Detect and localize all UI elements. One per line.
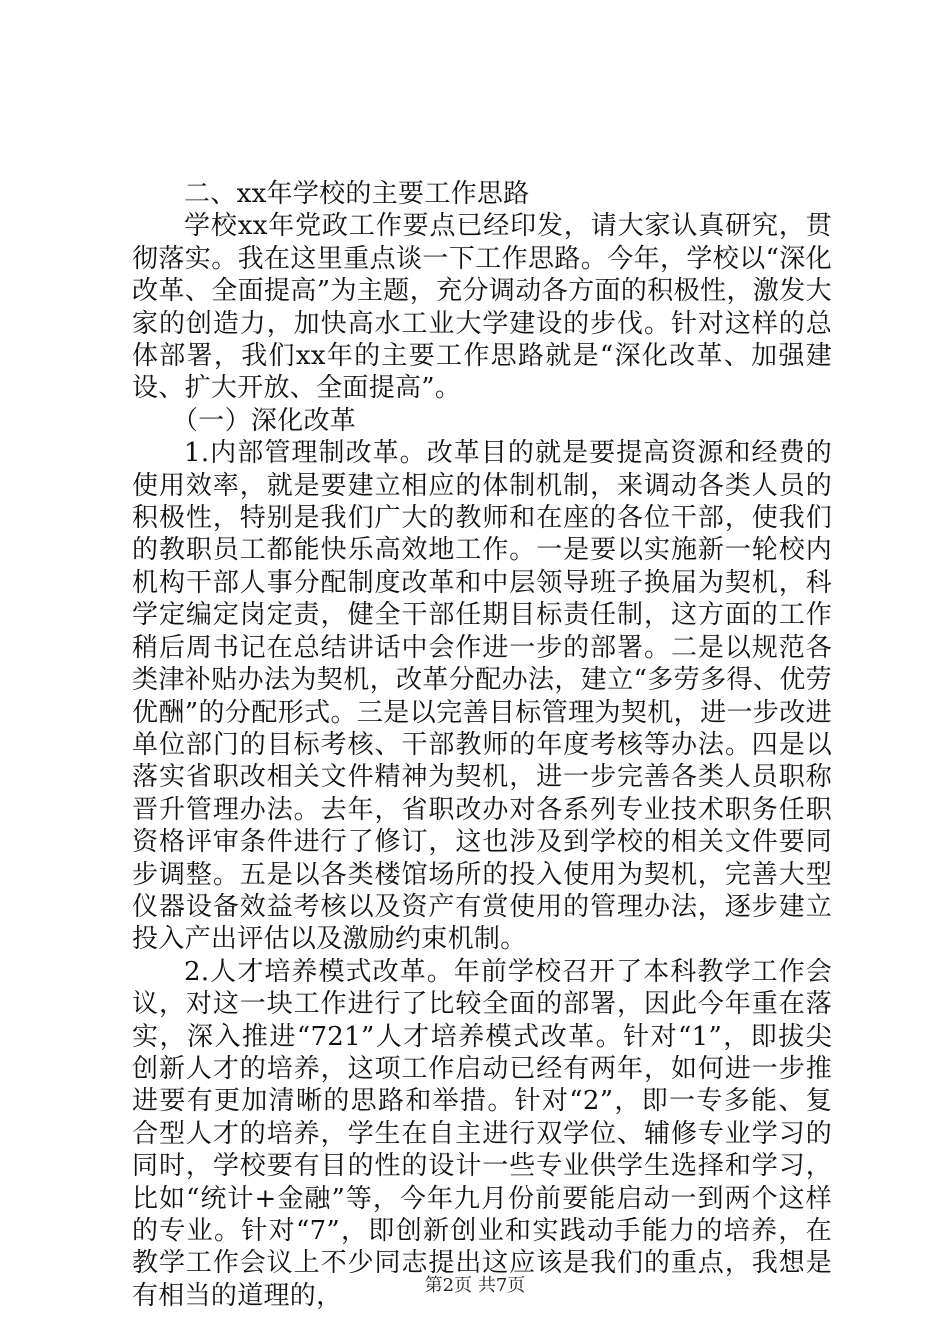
subsection-heading: （一）深化改革 <box>172 405 357 436</box>
paragraph-internal-management-reform: 1.内部管理制改革。改革目的就是要提高资源和经费的使用效率，就是要建立相应的体制机制，来调动各类人员的积极性，特别是我们广大的教师和在座的各位干部，使我们的教职员工都能快乐高效地工作。一是要以实施新一轮校内机构干部人事分配制度改革和中层领导班子换届为契机，科学定编定岗定责，健全干部任期目标责任制，这方面的工作稍后周书记在总结讲话中会作进一步的部署。二是以规范各类津补贴办法为契机，改革分配办法，建立“多劳多得、优劳优酬”的分配形式。三是以完善目标管理为契机，进一步改进单位部门的目标考核、干部教师的年度考核等办法。四是以落实省职改相关文件精神为契机，进一步完善各类人员职称晋升管理办法。去年，省职改办对各系列专业技术职务任职资格评审条件进行了修订，这也涉及到学校的相关文件要同步调整。五是以各类楼馆场所的投入使用为契机，完善大型仪器设备效益考核以及资产有赏使用的管理办法，逐步建立投入产出评估以及激励约束机制。 <box>132 438 832 955</box>
page-footer: 第2页 共7页 <box>424 1275 526 1296</box>
section-heading: 二、xx年学校的主要工作思路 <box>184 179 530 209</box>
document-body <box>132 178 832 1312</box>
intro-paragraph: 学校xx年党政工作要点已经印发，请大家认真研究，贯彻落实。我在这里重点谈一下工作思路。今年，学校以“深化改革、全面提高”为主题，充分调动各方面的积极性，激发大家的创造力，加快高水工业大学建设的步伐。针对这样的总体部署，我们xx年的主要工作思路就是“深化改革、加强建设、扩大开放、全面提高”。 <box>132 211 832 404</box>
paragraph-talent-training-reform: 2.人才培养模式改革。年前学校召开了本科教学工作会议，对这一块工作进行了比较全面的部署，因此今年重在落实，深入推进“721”人才培养模式改革。针对“1”，即拔尖创新人才的培养，这项工作启动已经有两年，如何进一步推进要有更加清晰的思路和举措。针对“2”，即一专多能、复合型人才的培养，学生在自主进行双学位、辅修专业学习的同时，学校要有目的性的设计一些专业供学生选择和学习，比如“统计+金融”等，今年九月份前要能启动一到两个这样的专业。针对“7”，即创新创业和实践动手能力的培养，在教学工作会议上不少同志提出这应该是我们的重点，我想是有相当的道理的， <box>132 956 832 1311</box>
